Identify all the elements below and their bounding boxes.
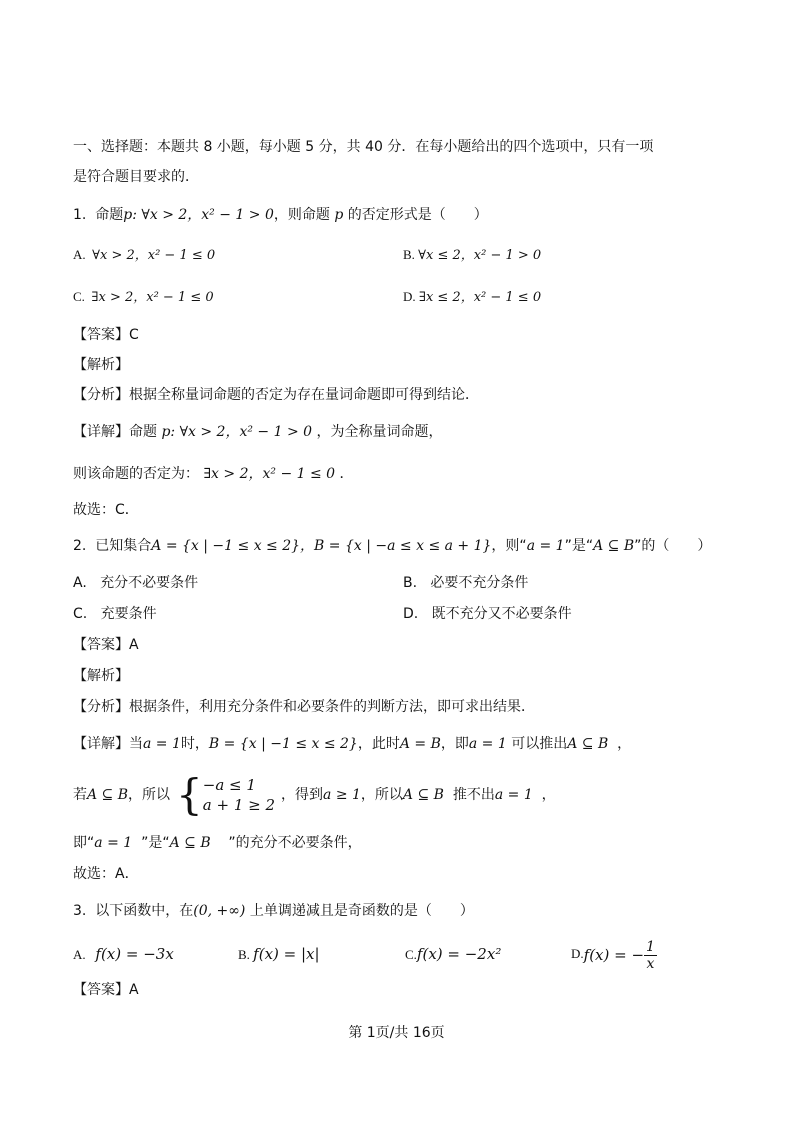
q3-option-a-label: A. (73, 947, 86, 962)
q2-x1-m2: B = {x | −1 ≤ x ≤ 2} (208, 736, 358, 752)
q1-option-b-text: ∀x ≤ 2，x² − 1 > 0 (418, 248, 542, 263)
q1-math-cond: ，x² − 1 > 0 (187, 207, 274, 223)
section-header-line1: 一、选择题：本题共 8 小题，每小题 5 分，共 40 分．在每小题给出的四个选项中，只有一项 (73, 139, 654, 155)
q1-option-b (403, 245, 541, 266)
q3-stem (73, 901, 474, 921)
q1-option-d-text: ∃x ≤ 2，x² − 1 ≤ 0 (418, 290, 542, 305)
q1-negation (73, 464, 354, 484)
q3-option-c-label: C. (405, 947, 417, 962)
q3-interval: (0, +∞) (193, 903, 246, 919)
q1-xiangjie-prefix: 【详解】命题 (73, 424, 157, 440)
q3-option-d (571, 934, 657, 975)
q1-xiangjie-math: p: ∀x > 2，x² − 1 > 0 (161, 424, 313, 440)
q2-x3-c: ”的充分不必要条件， (228, 835, 362, 851)
q1-math-p: p: ∀x > 2 (123, 207, 188, 223)
q2-xiangjie-line1 (73, 734, 631, 754)
q2-x1-e: 可以推出 (511, 736, 568, 752)
q3-option-b (238, 944, 320, 965)
q2-x2-e: 推不出 (452, 787, 495, 803)
left-brace-icon: { (176, 770, 203, 819)
page-footer: 第 1页/共 16页 (348, 1025, 445, 1041)
q3-option-a-text: f(x) = −3x (95, 945, 174, 963)
q3-option-d-pre: f(x) = − (583, 946, 645, 965)
q3-option-c-text: f(x) = −2x² (416, 945, 502, 963)
q3-option-b-label: B. (238, 947, 250, 962)
q2-option-a-label: A. (73, 575, 87, 591)
q2-option-d-text: 既不充分又不必要条件 (431, 606, 572, 622)
q1-option-a-label: A. (73, 247, 86, 262)
q2-option-c-label: C. (73, 606, 88, 622)
q2-number: 2. (73, 538, 87, 554)
q1-stem-text-c: 的否定形式是（ ） (347, 207, 488, 223)
q2-x3-a: 即“ (73, 835, 95, 851)
q1-option-d-label: D. (403, 289, 416, 304)
q1-fenxi: 【分析】根据全称量词命题的否定为存在量词命题即可得到结论． (73, 387, 479, 403)
q2-x1-d: ，即 (440, 736, 469, 752)
q2-x1-m1: a = 1 (143, 736, 181, 752)
q2-x3-m2: A ⊆ B (169, 835, 211, 851)
q2-sys-line1: −a ≤ 1 (202, 776, 256, 794)
q2-analysis-title: 【解析】 (73, 668, 129, 684)
q2-stem-c: ”是“ (564, 538, 594, 554)
q2-stem-a: 已知集合 (95, 538, 152, 554)
q1-analysis-title: 【解析】 (73, 357, 129, 373)
q3-number: 3. (73, 903, 87, 919)
q2-option-b (403, 573, 528, 593)
q2-choose: 故选：A． (73, 866, 139, 882)
q1-option-a-text: ∀x > 2，x² − 1 ≤ 0 (92, 248, 216, 263)
q2-cond1: a = 1 (526, 538, 565, 554)
q2-option-a-text: 充分不必要条件 (100, 575, 199, 591)
q1-negation-suffix: ． (339, 466, 354, 482)
q2-option-d-label: D. (403, 606, 419, 622)
q2-x3-b: ”是“ (141, 835, 170, 851)
q2-x1-f: ， (617, 736, 632, 752)
q2-fenxi: 【分析】根据条件，利用充分条件和必要条件的判断方法，即可求出结果． (73, 699, 535, 715)
q2-stem-b: ，则“ (491, 538, 527, 554)
q2-answer: 【答案】A (73, 637, 139, 653)
q2-x3-m1: a = 1 (94, 835, 133, 851)
q3-stem-b: 上单调递减且是奇函数的是（ ） (249, 903, 474, 919)
q3-option-d-numerator: 1 (646, 938, 655, 955)
q3-option-b-text: f(x) = |x| (253, 945, 320, 963)
q2-option-c-text: 充要条件 (100, 606, 157, 622)
q2-xiangjie-line2 (73, 770, 556, 819)
q2-x1-a: 【详解】当 (73, 736, 143, 752)
q2-x2-b: ，所以 (128, 787, 171, 803)
q1-option-a (73, 245, 215, 266)
q3-option-c (405, 944, 501, 965)
q1-choose: 故选：C． (73, 502, 139, 518)
q1-option-c (73, 287, 214, 308)
q2-x1-c: ，此时 (357, 736, 400, 752)
q1-number: 1. (73, 207, 87, 223)
q2-stem-d: ”的（ ） (634, 538, 712, 554)
q2-x1-m4: a = 1 (468, 736, 507, 752)
q1-math-p2: p (334, 207, 344, 223)
q1-stem-text: 命题 (95, 207, 124, 223)
q2-set-b: ，B = {x | −a ≤ x ≤ a + 1} (300, 538, 492, 554)
q2-option-c (73, 604, 157, 624)
q2-x1-m5: A ⊆ B (567, 736, 609, 752)
q2-x2-d: ，所以 (360, 787, 403, 803)
q2-x2-a: 若 (73, 787, 87, 803)
q1-option-d (403, 287, 541, 308)
q2-cond2: A ⊆ B (593, 538, 635, 554)
q2-option-b-label: B. (403, 575, 418, 591)
q1-option-b-label: B. (403, 247, 415, 262)
q2-x2-m4: a = 1 (494, 787, 533, 803)
q2-x1-m3: A = B (399, 736, 441, 752)
q2-x2-f: ， (541, 787, 556, 803)
q1-stem-text-b: ，则命题 (273, 207, 330, 223)
q3-option-a (73, 944, 174, 965)
q2-stem (73, 536, 711, 556)
q2-sys-line2: a + 1 ≥ 2 (202, 796, 276, 814)
q1-xiangjie-suffix: ，为全称量词命题， (316, 424, 443, 440)
q3-option-d-denominator: x (646, 955, 655, 972)
q2-x2-c: ，得到 (281, 787, 324, 803)
q2-xiangjie-line3 (73, 833, 362, 853)
q2-x2-m2: a ≥ 1 (323, 787, 361, 803)
q2-x2-m1: A ⊆ B (87, 787, 129, 803)
q2-x1-b: 时， (180, 736, 209, 752)
q1-option-c-label: C. (73, 289, 85, 304)
q3-stem-a: 以下函数中，在 (95, 903, 194, 919)
q2-inequality-system (176, 770, 276, 819)
q1-negation-prefix: 则该命题的否定为： (73, 466, 199, 482)
q2-option-a (73, 573, 198, 593)
q1-answer: 【答案】C (73, 327, 139, 343)
q1-negation-math: ∃x > 2，x² − 1 ≤ 0 (203, 466, 336, 482)
q2-set-a: A = {x | −1 ≤ x ≤ 2} (151, 538, 301, 554)
q2-option-b-text: 必要不充分条件 (430, 575, 529, 591)
q2-x2-m3: A ⊆ B (402, 787, 444, 803)
section-header-line2: 是符合题目要求的． (73, 169, 199, 185)
q1-stem (73, 205, 488, 225)
q1-option-c-text: ∃x > 2，x² − 1 ≤ 0 (91, 290, 214, 305)
q2-option-d (403, 604, 572, 624)
q3-answer: 【答案】A (73, 982, 139, 998)
q1-xiangjie (73, 422, 443, 442)
q3-option-d-label: D. (571, 946, 584, 961)
q3-option-d-fraction (644, 939, 657, 972)
